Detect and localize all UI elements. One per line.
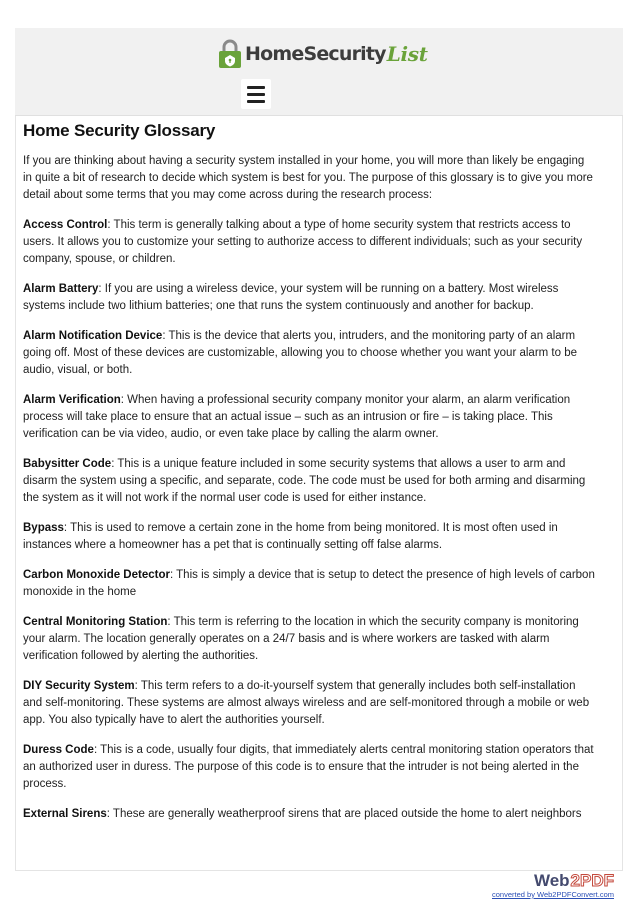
page-title: Home Security Glossary (23, 121, 216, 140)
glossary-entry (23, 742, 595, 793)
glossary-entry (23, 678, 595, 729)
glossary-list (23, 217, 595, 823)
hamburger-menu-icon[interactable] (241, 79, 271, 109)
glossary-entry (23, 614, 595, 665)
glossary-definition: : This term is referring to the location in which the security company is monitoring your alarm. The location generally operates on a 24/7 basis and is where workers are tasked with alarm verification followed by alerting the authorities. (23, 616, 579, 662)
converter-logo (492, 872, 614, 890)
glossary-term: Babysitter Code (23, 458, 112, 470)
intro-paragraph: If you are thinking about having a security system installed in your home, you will more than likely be engaging in quite a bit of research to decide which system is best for you. The purpose of this glossary is to give you more detail about some terms that you may come across during the research process: (23, 155, 593, 201)
glossary-term: Alarm Battery (23, 283, 99, 295)
article-content (23, 121, 595, 836)
glossary-definition: : When having a professional security company monitor your alarm, an alarm verification process will take place to ensure that an actual issue – such as an intrusion or fire – is taking place. This verification can be via video, audio, or even take place by calling the alarm owner. (23, 394, 571, 440)
glossary-entry (23, 520, 595, 554)
converter-logo-pdf: 2PDF (570, 871, 614, 890)
padlock-icon (218, 39, 242, 69)
menu-bar (247, 93, 265, 96)
glossary-term: Central Monitoring Station (23, 616, 168, 628)
glossary-definition: : If you are using a wireless device, your system will be running on a battery. Most wireless systems include two lithium batteries; one that runs the system continuously and another for backup. (23, 283, 559, 312)
glossary-term: DIY Security System (23, 680, 135, 692)
glossary-entry (23, 456, 595, 507)
glossary-definition: : This is a unique feature included in some security systems that allows a user to arm and disarm the system using a specific, and separate, code. The code must be used for both arming and disarming the system as it will not work if the normal user code is used for either instance. (23, 458, 586, 504)
glossary-definition: : This is used to remove a certain zone in the home from being monitored. It is most often used in instances where a homeowner has a pet that is continually setting off false alarms. (23, 522, 558, 551)
glossary-term: Duress Code (23, 744, 94, 756)
glossary-entry (23, 392, 595, 443)
menu-bar (247, 100, 265, 103)
logo-text: HomeSecurity (245, 43, 386, 65)
glossary-definition: : These are generally weatherproof sirens that are placed outside the home to alert neighbors (106, 808, 582, 820)
glossary-entry (23, 328, 595, 379)
glossary-definition: : This is simply a device that is setup to detect the presence of high levels of carbon monoxide in the home (23, 569, 595, 598)
glossary-term: Alarm Verification (23, 394, 121, 406)
glossary-term: External Sirens (23, 808, 107, 820)
logo-accent-text: List (386, 42, 428, 66)
glossary-definition: : This is a code, usually four digits, that immediately alerts central monitoring station operators that an authorized user in duress. The purpose of this code is to ensure that the intruder is not being alerted in the process. (23, 744, 594, 790)
glossary-definition: : This term is generally talking about a type of home security system that restricts access to users. It allows you to customize your setting to authorize access to different individuals; such as your security company, spouse, or children. (23, 219, 583, 265)
converter-logo-web: Web (533, 871, 570, 890)
converted-by-link[interactable]: converted by Web2PDFConvert.com (492, 890, 614, 899)
converter-badge[interactable] (492, 872, 614, 899)
glossary-entry (23, 806, 595, 823)
glossary-definition: : This is the device that alerts you, intruders, and the monitoring party of an alarm going off. Most of these devices are customizable, allowing you to choose whether you want your alarm to be audio, visual, or both. (23, 330, 578, 376)
glossary-definition: : This term refers to a do-it-yourself system that generally includes both self-installation and self-monitoring. These systems are almost always wireless and are self-monitored through a mobile or web app. You also typically have to alert the authorities yourself. (23, 680, 590, 726)
menu-bar (247, 86, 265, 89)
glossary-entry (23, 281, 595, 315)
glossary-term: Alarm Notification Device (23, 330, 163, 342)
glossary-term: Bypass (23, 522, 64, 534)
site-logo[interactable] (218, 38, 428, 70)
glossary-term: Carbon Monoxide Detector (23, 569, 170, 581)
glossary-term: Access Control (23, 219, 108, 231)
glossary-entry (23, 567, 595, 601)
glossary-entry (23, 217, 595, 268)
